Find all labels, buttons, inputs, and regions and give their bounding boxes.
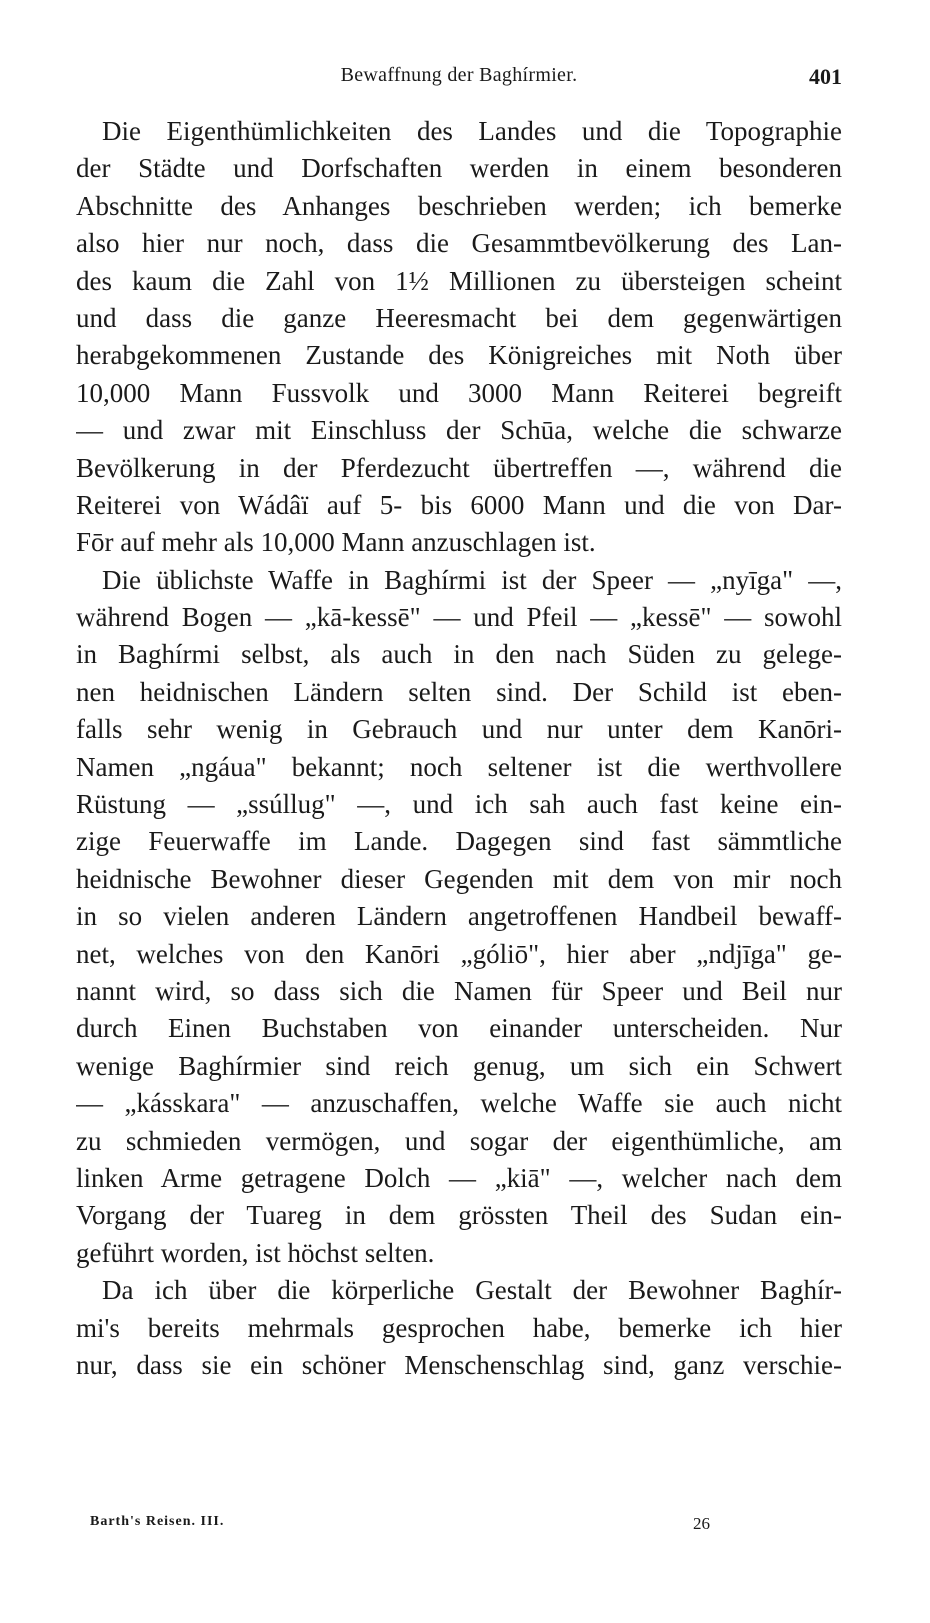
text-line: Abschnitte des Anhanges beschrieben werden; ich bemerke [76,190,842,221]
text-line: zu schmieden vermögen, und sogar der eigenthümliche, am [76,1125,842,1156]
text-line: zige Feuerwaffe im Lande. Dagegen sind fast sämmtliche [76,826,842,857]
text-line: nannt wird, so dass sich die Namen für Speer und Beil nur [76,975,842,1006]
text-line: des kaum die Zahl von 1½ Millionen zu übersteigen scheint [76,265,842,296]
text-line: Fōr auf mehr als 10,000 Mann anzuschlagen ist. [76,527,596,558]
running-head: Bewaffnung der Baghírmier. [340,64,578,86]
text-line: wenige Baghírmier sind reich genug, um sich ein Schwert [76,1050,842,1081]
text-line: 10,000 Mann Fussvolk und 3000 Mann Reiterei begreift [76,377,842,408]
text-line: durch Einen Buchstaben von einander unterscheiden. Nur [76,1013,842,1044]
text-line: Die üblichste Waffe in Baghírmi ist der Speer — „nyīga" —, [102,564,842,595]
text-line: — und zwar mit Einschluss der Schūa, welche die schwarze [76,415,842,446]
text-line: während Bogen — „kā-kessē" — und Pfeil — „kessē" — sowohl [76,602,842,633]
text-line: in Baghírmi selbst, als auch in den nach Süden zu gelege- [76,639,842,670]
text-line: linken Arme getragene Dolch — „kiā" —, welcher nach dem [76,1162,842,1193]
text-line: und dass die ganze Heeresmacht bei dem gegenwärtigen [76,302,842,333]
text-line: — „kásskara" — anzuschaffen, welche Waffe sie auch nicht [76,1088,842,1119]
text-line: heidnische Bewohner dieser Gegenden mit dem von mir noch [76,863,842,894]
text-line: also hier nur noch, dass die Gesammtbevölkerung des Lan- [76,228,842,259]
text-line: Namen „ngáua" bekannt; noch seltener ist die werthvollere [76,751,842,782]
text-line: Reiterei von Wádâï auf 5- bis 6000 Mann und die von Dar- [76,489,842,520]
paragraph-2 [76,562,842,1272]
sheet-number: 26 [693,1514,710,1533]
text-line: Rüstung — „ssúllug" —, und ich sah auch fast keine ein- [76,789,842,820]
text-line: falls sehr wenig in Gebrauch und nur unter dem Kanōri- [76,714,842,745]
text-line: in so vielen anderen Ländern angetroffenen Handbeil bewaff- [76,901,842,932]
text-line: Da ich über die körperliche Gestalt der Bewohner Baghír- [102,1275,842,1306]
text-line: net, welches von den Kanōri „góliō", hier aber „ndjīga" ge- [76,938,842,969]
text-line: mi's bereits mehrmals gesprochen habe, bemerke ich hier [76,1312,842,1343]
text-line: Bevölkerung in der Pferdezucht übertreffen —, während die [76,452,842,483]
printer-signature: Barth's Reisen. III. [90,1514,225,1529]
paragraph-1 [76,113,842,562]
body-text [76,113,842,1384]
text-line: nen heidnischen Ländern selten sind. Der Schild ist eben- [76,676,842,707]
page-footer [90,1514,710,1542]
text-line: herabgekommenen Zustande des Königreiches mit Noth über [76,340,842,371]
text-line: der Städte und Dorfschaften werden in einem besonderen [76,153,842,184]
paragraph-3 [76,1272,842,1384]
page-number: 401 [809,64,842,89]
text-line: geführt worden, ist höchst selten. [76,1237,435,1268]
text-line: Vorgang der Tuareg in dem grössten Theil des Sudan ein- [76,1200,842,1231]
text-line: Die Eigenthümlichkeiten des Landes und die Topographie [102,116,842,146]
text-line: nur, dass sie ein schöner Menschenschlag sind, ganz verschie- [76,1349,842,1380]
page-header [76,64,842,98]
